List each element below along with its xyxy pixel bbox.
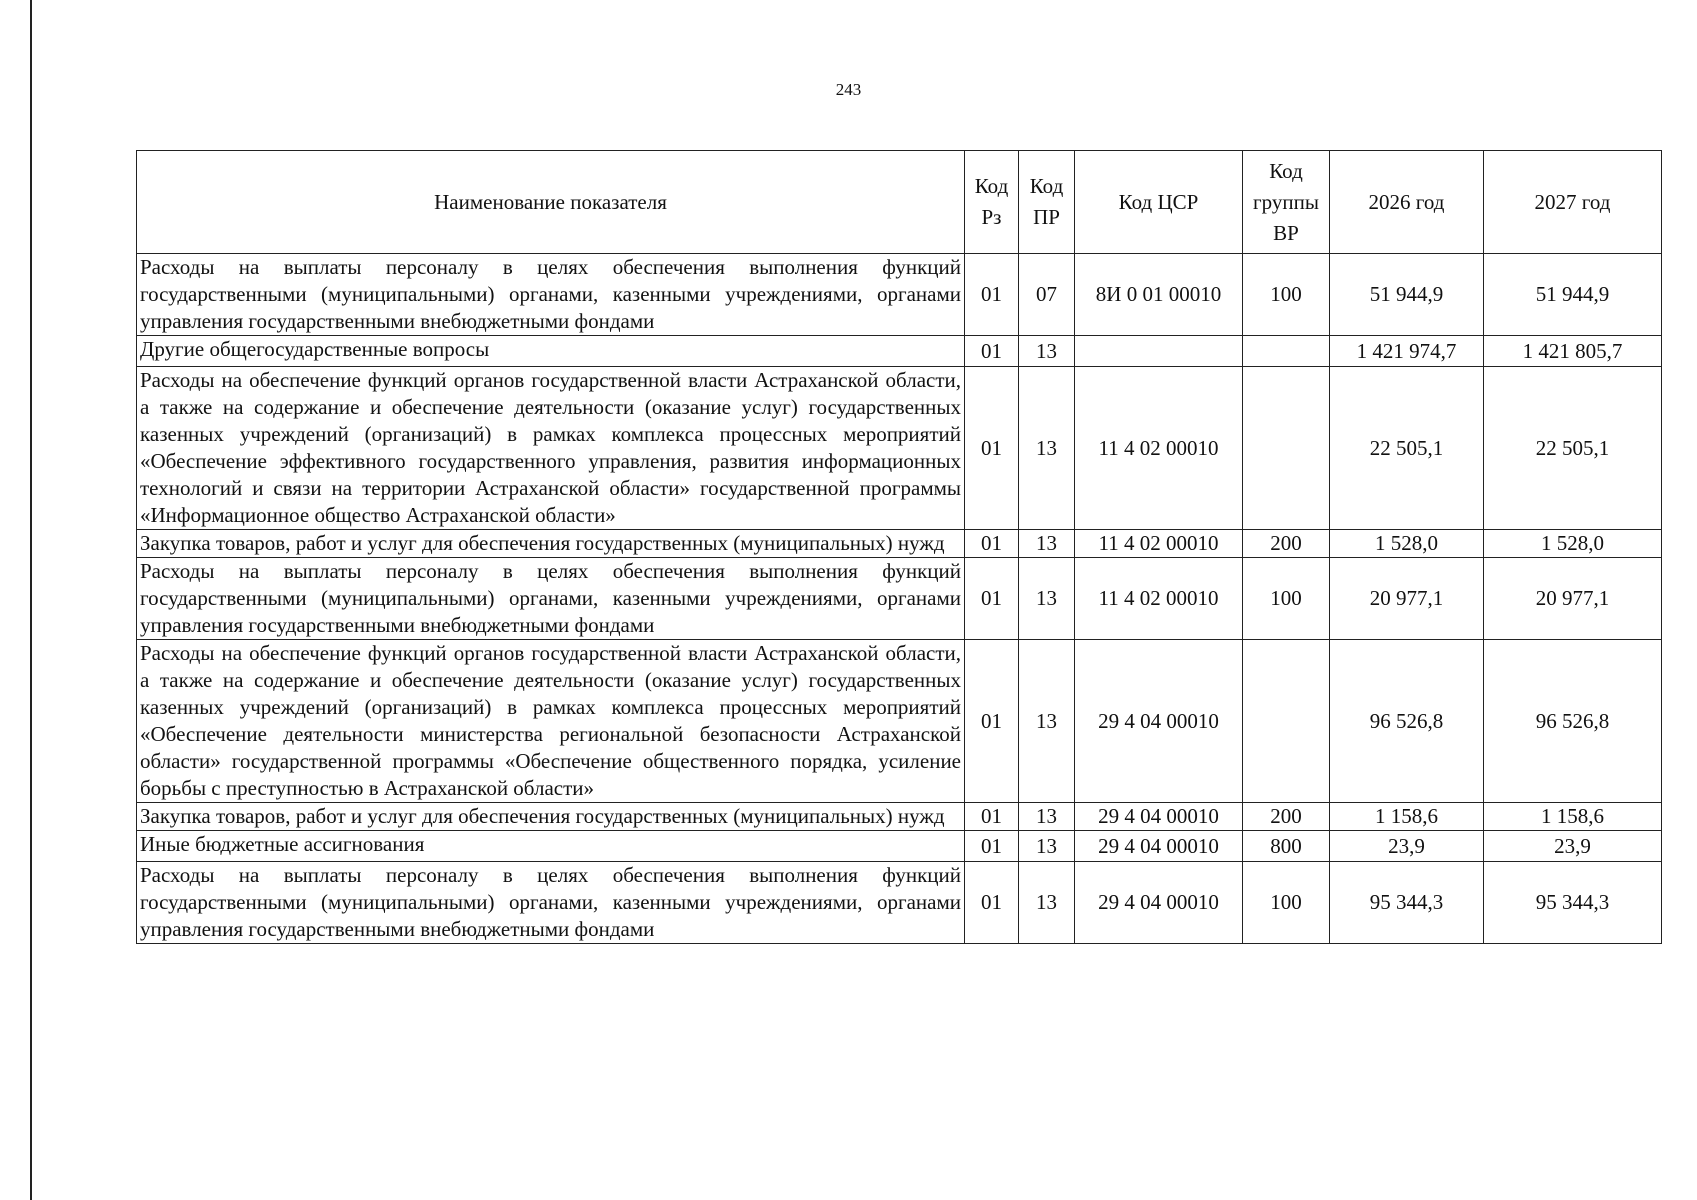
row-2026: 1 421 974,7 bbox=[1330, 336, 1484, 367]
row-name: Закупка товаров, работ и услуг для обеспечения государственных (муниципальных) нужд bbox=[137, 803, 965, 831]
header-row bbox=[137, 151, 1662, 254]
row-csr bbox=[1075, 336, 1243, 367]
row-2027: 95 344,3 bbox=[1484, 862, 1662, 944]
row-name: Расходы на выплаты персоналу в целях обеспечения выполнения функций государственными (муниципальными) органами, казенными учреждениями, органами управления государственными внебюджетными фондами bbox=[137, 254, 965, 336]
row-name: Закупка товаров, работ и услуг для обеспечения государственных (муниципальных) нужд bbox=[137, 530, 965, 558]
row-name: Другие общегосударственные вопросы bbox=[137, 336, 965, 367]
table-row bbox=[137, 640, 1662, 803]
row-2026: 20 977,1 bbox=[1330, 558, 1484, 640]
header-vr: Код группы ВР bbox=[1243, 151, 1330, 254]
row-2026: 1 158,6 bbox=[1330, 803, 1484, 831]
table-row bbox=[137, 558, 1662, 640]
row-vr bbox=[1243, 640, 1330, 803]
table-row bbox=[137, 530, 1662, 558]
row-rz: 01 bbox=[965, 336, 1019, 367]
header-pr: Код ПР bbox=[1019, 151, 1075, 254]
row-rz: 01 bbox=[965, 831, 1019, 862]
row-rz: 01 bbox=[965, 254, 1019, 336]
row-csr: 29 4 04 00010 bbox=[1075, 640, 1243, 803]
row-csr: 29 4 04 00010 bbox=[1075, 831, 1243, 862]
row-2027: 20 977,1 bbox=[1484, 558, 1662, 640]
row-2027: 22 505,1 bbox=[1484, 367, 1662, 530]
row-vr: 800 bbox=[1243, 831, 1330, 862]
row-name: Расходы на обеспечение функций органов государственной власти Астраханской области, а также на содержание и обеспечение деятельности (оказание услуг) государственных казенных учреждений (организаций) в рамках комплекса процессных мероприятий «Обеспечение деятельности министерства региональной безопасности Астраханской области» государственной программы «Обеспечение общественного порядка, усиление борьбы с преступностью в Астраханской области» bbox=[137, 640, 965, 803]
row-rz: 01 bbox=[965, 862, 1019, 944]
row-2027: 1 158,6 bbox=[1484, 803, 1662, 831]
table-row bbox=[137, 336, 1662, 367]
row-vr: 200 bbox=[1243, 803, 1330, 831]
row-csr: 11 4 02 00010 bbox=[1075, 558, 1243, 640]
table-row bbox=[137, 254, 1662, 336]
left-margin-rule bbox=[30, 0, 32, 1200]
header-csr: Код ЦСР bbox=[1075, 151, 1243, 254]
row-csr: 8И 0 01 00010 bbox=[1075, 254, 1243, 336]
header-2026: 2026 год bbox=[1330, 151, 1484, 254]
table-row bbox=[137, 367, 1662, 530]
row-rz: 01 bbox=[965, 803, 1019, 831]
page-number: 243 bbox=[835, 80, 862, 99]
row-2026: 1 528,0 bbox=[1330, 530, 1484, 558]
row-pr: 13 bbox=[1019, 367, 1075, 530]
row-pr: 13 bbox=[1019, 803, 1075, 831]
budget-table bbox=[136, 150, 1662, 944]
row-2026: 51 944,9 bbox=[1330, 254, 1484, 336]
row-2026: 22 505,1 bbox=[1330, 367, 1484, 530]
row-vr bbox=[1243, 336, 1330, 367]
row-rz: 01 bbox=[965, 640, 1019, 803]
header-2027: 2027 год bbox=[1484, 151, 1662, 254]
row-vr: 100 bbox=[1243, 558, 1330, 640]
row-rz: 01 bbox=[965, 367, 1019, 530]
row-name: Расходы на обеспечение функций органов государственной власти Астраханской области, а также на содержание и обеспечение деятельности (оказание услуг) государственных казенных учреждений (организаций) в рамках комплекса процессных мероприятий «Обеспечение эффективного государственного управления, развития информационных технологий и связи на территории Астраханской области» государственной программы «Информационное общество Астраханской области» bbox=[137, 367, 965, 530]
row-rz: 01 bbox=[965, 530, 1019, 558]
row-2027: 96 526,8 bbox=[1484, 640, 1662, 803]
row-pr: 13 bbox=[1019, 831, 1075, 862]
row-csr: 11 4 02 00010 bbox=[1075, 530, 1243, 558]
row-vr: 100 bbox=[1243, 862, 1330, 944]
row-pr: 13 bbox=[1019, 336, 1075, 367]
table-row bbox=[137, 803, 1662, 831]
row-csr: 29 4 04 00010 bbox=[1075, 862, 1243, 944]
row-pr: 07 bbox=[1019, 254, 1075, 336]
row-rz: 01 bbox=[965, 558, 1019, 640]
row-2026: 96 526,8 bbox=[1330, 640, 1484, 803]
row-csr: 29 4 04 00010 bbox=[1075, 803, 1243, 831]
row-2026: 23,9 bbox=[1330, 831, 1484, 862]
row-name: Расходы на выплаты персоналу в целях обеспечения выполнения функций государственными (муниципальными) органами, казенными учреждениями, органами управления государственными внебюджетными фондами bbox=[137, 862, 965, 944]
row-vr bbox=[1243, 367, 1330, 530]
table-row bbox=[137, 831, 1662, 862]
row-2027: 23,9 bbox=[1484, 831, 1662, 862]
row-csr: 11 4 02 00010 bbox=[1075, 367, 1243, 530]
row-2027: 1 528,0 bbox=[1484, 530, 1662, 558]
row-name: Иные бюджетные ассигнования bbox=[137, 831, 965, 862]
row-pr: 13 bbox=[1019, 862, 1075, 944]
row-name: Расходы на выплаты персоналу в целях обеспечения выполнения функций государственными (муниципальными) органами, казенными учреждениями, органами управления государственными внебюджетными фондами bbox=[137, 558, 965, 640]
header-name: Наименование показателя bbox=[137, 151, 965, 254]
row-2027: 51 944,9 bbox=[1484, 254, 1662, 336]
row-2026: 95 344,3 bbox=[1330, 862, 1484, 944]
table-row bbox=[137, 862, 1662, 944]
row-pr: 13 bbox=[1019, 558, 1075, 640]
row-vr: 200 bbox=[1243, 530, 1330, 558]
header-rz: Код Рз bbox=[965, 151, 1019, 254]
row-pr: 13 bbox=[1019, 530, 1075, 558]
row-vr: 100 bbox=[1243, 254, 1330, 336]
row-pr: 13 bbox=[1019, 640, 1075, 803]
row-2027: 1 421 805,7 bbox=[1484, 336, 1662, 367]
